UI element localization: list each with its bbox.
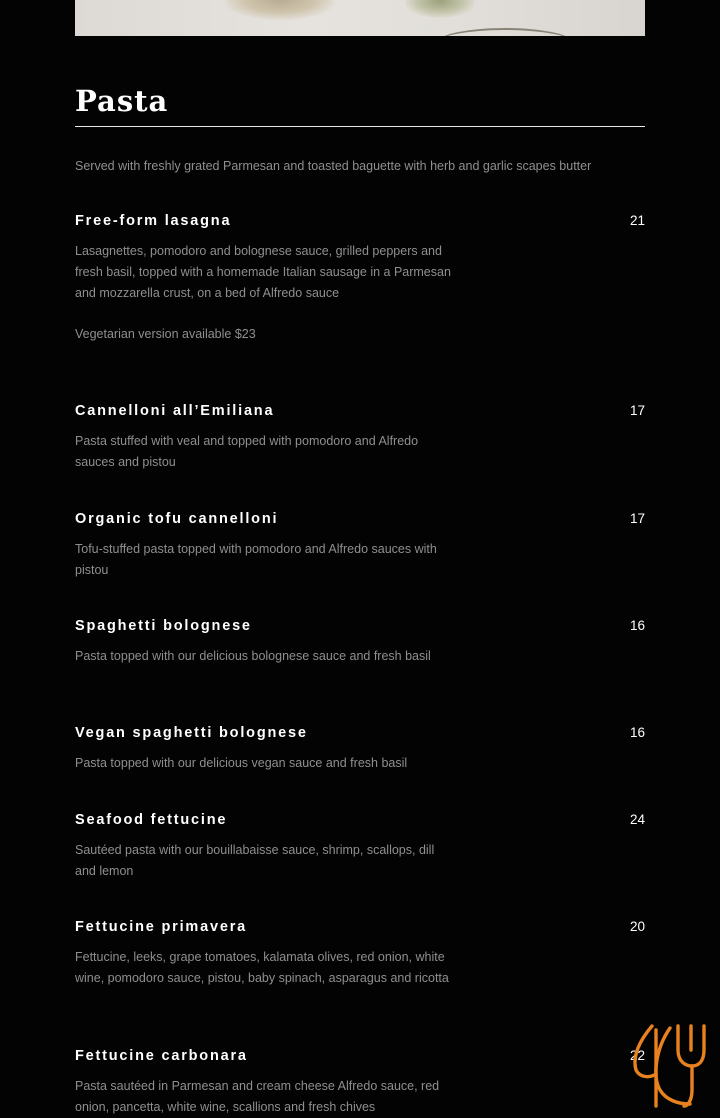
item-price: 22 (629, 1048, 645, 1063)
item-description: Pasta stuffed with veal and topped with pomodoro and Alfredo sauces and pistou (75, 434, 419, 469)
item-price: 20 (629, 919, 645, 934)
section-divider (75, 126, 645, 127)
item-description: Pasta topped with our delicious bolognese sauce and fresh basil (75, 649, 431, 663)
item-description: Pasta topped with our delicious vegan sauce and fresh basil (75, 756, 408, 770)
item-description: Tofu-stuffed pasta topped with pomodoro and Alfredo sauces with pistou (75, 542, 437, 577)
fork-logo-icon[interactable] (630, 1020, 708, 1108)
item-description: Sautéed pasta with our bouillabaisse sauce, shrimp, scallops, dill and lemon (75, 843, 435, 878)
item-name: Cannelloni all’Emiliana (75, 403, 275, 419)
item-description: Fettucine, leeks, grape tomatoes, kalamata olives, red onion, white wine, pomodoro sauce, pistou, baby spinach, asparagus and ricotta (75, 950, 449, 985)
section-note: Served with freshly grated Parmesan and toasted baguette with herb and garlic scapes butter (75, 159, 592, 173)
item-note: Vegetarian version available $23 (75, 327, 256, 342)
menu-item (75, 1046, 645, 1118)
item-price: 17 (629, 511, 645, 526)
item-price: 24 (629, 812, 645, 827)
item-price: 21 (629, 213, 645, 228)
menu-item (75, 616, 645, 667)
item-price: 17 (629, 403, 645, 418)
menu-item (75, 810, 645, 882)
hero-food-photo (75, 0, 645, 36)
item-name: Organic tofu cannelloni (75, 511, 279, 527)
item-name: Fettucine primavera (75, 919, 247, 935)
item-description: Pasta sautéed in Parmesan and cream cheese Alfredo sauce, red onion, pancetta, white wine, scallions and fresh chives (75, 1079, 440, 1114)
menu-item (75, 509, 645, 581)
item-price: 16 (629, 618, 645, 633)
menu-item (75, 723, 645, 774)
menu-item (75, 401, 645, 473)
item-name: Vegan spaghetti bolognese (75, 725, 308, 741)
item-name: Free-form lasagna (75, 213, 232, 229)
item-price: 16 (629, 725, 645, 740)
item-description: Lasagnettes, pomodoro and bolognese sauce, grilled peppers and fresh basil, topped with a homemade Italian sausage in a Parmesan and mozzarella crust, on a bed of Alfredo sauce (75, 244, 451, 300)
menu-item (75, 211, 645, 345)
item-name: Seafood fettucine (75, 812, 228, 828)
item-name: Fettucine carbonara (75, 1048, 248, 1064)
menu-item (75, 917, 645, 989)
section-title: Pasta (75, 84, 169, 118)
item-name: Spaghetti bolognese (75, 618, 252, 634)
